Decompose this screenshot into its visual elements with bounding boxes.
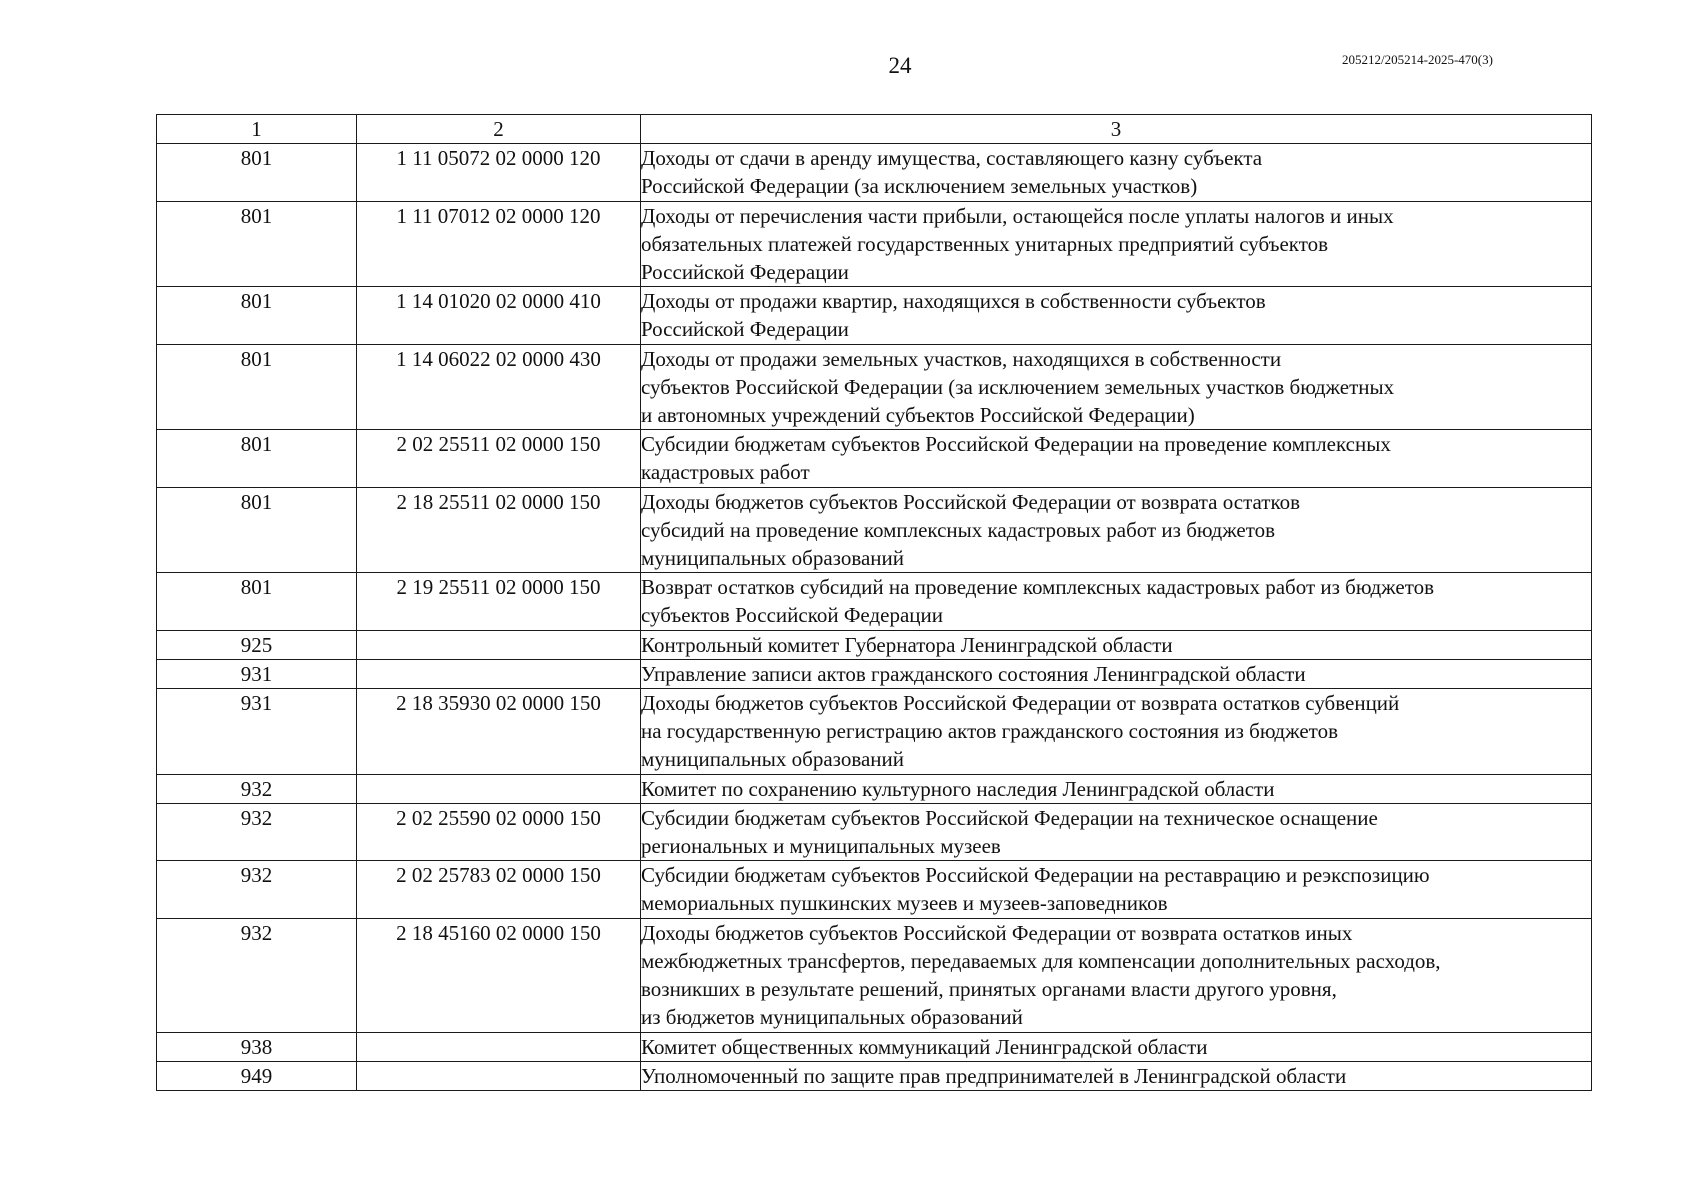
budget-classification-code-cell	[357, 659, 641, 688]
description-line: Российской Федерации (за исключением земельных участков)	[641, 174, 1198, 199]
description-line: Субсидии бюджетам субъектов Российской Федерации на проведение комплексных	[641, 432, 1391, 457]
description-line: Доходы от продажи земельных участков, находящихся в собственности	[641, 346, 1282, 371]
description-line: субъектов Российской Федерации	[641, 603, 944, 628]
admin-code-cell: 801	[157, 573, 357, 630]
description-cell	[641, 144, 1592, 201]
budget-classification-code-cell: 2 02 25783 02 0000 150	[357, 861, 641, 918]
description-cell	[641, 689, 1592, 775]
budget-classification-code-cell: 2 18 45160 02 0000 150	[357, 918, 641, 1032]
description-cell	[641, 659, 1592, 688]
table-row	[157, 487, 1592, 573]
budget-classification-code-cell: 2 02 25511 02 0000 150	[357, 430, 641, 487]
description-line: мемориальных пушкинских музеев и музеев-заповедников	[641, 891, 1168, 916]
budget-classification-code-cell: 2 02 25590 02 0000 150	[357, 803, 641, 860]
description-line: Комитет по сохранению культурного наследия Ленинградской области	[641, 776, 1275, 801]
header-cell-col-3: 3	[641, 115, 1592, 144]
budget-classification-code-cell	[357, 630, 641, 659]
budget-classification-code-cell	[357, 1032, 641, 1061]
budget-classification-code-cell: 1 11 05072 02 0000 120	[357, 144, 641, 201]
description-line: Контрольный комитет Губернатора Ленинградской области	[641, 632, 1173, 657]
description-cell	[641, 630, 1592, 659]
table-row	[157, 573, 1592, 630]
table-row	[157, 659, 1592, 688]
budget-classification-code-cell: 2 18 35930 02 0000 150	[357, 689, 641, 775]
admin-code-cell: 801	[157, 344, 357, 430]
description-line: Российской Федерации	[641, 317, 849, 342]
document-id: 205212/205214-2025-470(3)	[1342, 52, 1493, 67]
description-line: Доходы от продажи квартир, находящихся в собственности субъектов	[641, 289, 1266, 314]
description-line: субсидий на проведение комплексных кадастровых работ из бюджетов	[641, 517, 1276, 542]
budget-classification-code-cell: 2 19 25511 02 0000 150	[357, 573, 641, 630]
budget-classification-code-cell: 1 14 06022 02 0000 430	[357, 344, 641, 430]
table-row	[157, 201, 1592, 287]
table-row	[157, 344, 1592, 430]
description-line: Уполномоченный по защите прав предпринимателей в Ленинградской области	[641, 1063, 1347, 1088]
description-line: Субсидии бюджетам субъектов Российской Федерации на реставрацию и реэкспозицию	[641, 863, 1430, 888]
description-cell	[641, 201, 1592, 287]
description-cell	[641, 573, 1592, 630]
table-row	[157, 774, 1592, 803]
description-line: муниципальных образований	[641, 546, 904, 571]
description-line: Субсидии бюджетам субъектов Российской Федерации на техническое оснащение	[641, 805, 1378, 830]
admin-code-cell: 801	[157, 144, 357, 201]
table-row	[157, 630, 1592, 659]
description-line: субъектов Российской Федерации (за исключением земельных участков бюджетных	[641, 374, 1395, 399]
description-cell	[641, 1032, 1592, 1061]
table-row	[157, 287, 1592, 344]
description-line: Российской Федерации	[641, 260, 849, 285]
description-line: Доходы от перечисления части прибыли, остающейся после уплаты налогов и иных	[641, 203, 1394, 228]
admin-code-cell: 932	[157, 918, 357, 1032]
description-cell	[641, 1061, 1592, 1090]
description-line: Доходы бюджетов субъектов Российской Федерации от возврата остатков субвенций	[641, 691, 1400, 716]
description-line: межбюджетных трансфертов, передаваемых для компенсации дополнительных расходов,	[641, 948, 1441, 973]
page-number: 24	[888, 53, 912, 78]
budget-classification-code-cell: 1 11 07012 02 0000 120	[357, 201, 641, 287]
budget-classification-code-cell	[357, 774, 641, 803]
description-cell	[641, 287, 1592, 344]
admin-code-cell: 931	[157, 689, 357, 775]
description-cell	[641, 774, 1592, 803]
table-row	[157, 918, 1592, 1032]
description-cell	[641, 344, 1592, 430]
budget-classification-code-cell: 2 18 25511 02 0000 150	[357, 487, 641, 573]
admin-code-cell: 925	[157, 630, 357, 659]
description-cell	[641, 430, 1592, 487]
description-line: из бюджетов муниципальных образований	[641, 1005, 1023, 1030]
table-row	[157, 689, 1592, 775]
admin-code-cell: 932	[157, 803, 357, 860]
admin-code-cell: 801	[157, 430, 357, 487]
table-row	[157, 144, 1592, 201]
description-line: и автономных учреждений субъектов Российской Федерации)	[641, 403, 1195, 428]
table-header-row	[157, 115, 1592, 144]
table-row	[157, 803, 1592, 860]
admin-code-cell: 801	[157, 287, 357, 344]
table-row	[157, 1061, 1592, 1090]
admin-code-cell: 938	[157, 1032, 357, 1061]
description-cell	[641, 803, 1592, 860]
description-line: кадастровых работ	[641, 460, 810, 485]
description-line: Управление записи актов гражданского состояния Ленинградской области	[641, 661, 1306, 686]
budget-classification-code-cell	[357, 1061, 641, 1090]
description-cell	[641, 918, 1592, 1032]
description-line: Доходы от сдачи в аренду имущества, составляющего казну субъекта	[641, 146, 1263, 171]
description-line: Возврат остатков субсидий на проведение комплексных кадастровых работ из бюджетов	[641, 575, 1435, 600]
description-line: Доходы бюджетов субъектов Российской Федерации от возврата остатков	[641, 489, 1301, 514]
admin-code-cell: 949	[157, 1061, 357, 1090]
budget-classification-code-cell: 1 14 01020 02 0000 410	[357, 287, 641, 344]
description-line: муниципальных образований	[641, 747, 904, 772]
description-line: обязательных платежей государственных унитарных предприятий субъектов	[641, 231, 1329, 256]
table-row	[157, 1032, 1592, 1061]
description-line: региональных и муниципальных музеев	[641, 834, 1001, 859]
header-cell-col-1: 1	[157, 115, 357, 144]
admin-code-cell: 931	[157, 659, 357, 688]
description-cell	[641, 487, 1592, 573]
admin-code-cell: 801	[157, 487, 357, 573]
description-line: Доходы бюджетов субъектов Российской Федерации от возврата остатков иных	[641, 920, 1353, 945]
description-cell	[641, 861, 1592, 918]
admin-code-cell: 932	[157, 774, 357, 803]
description-line: на государственную регистрацию актов гражданского состояния из бюджетов	[641, 719, 1338, 744]
admin-code-cell: 801	[157, 201, 357, 287]
table-row	[157, 861, 1592, 918]
admin-code-cell: 932	[157, 861, 357, 918]
table-body	[157, 115, 1592, 1091]
description-line: Комитет общественных коммуникаций Ленинградской области	[641, 1034, 1208, 1059]
table-row	[157, 430, 1592, 487]
revenue-classification-table	[156, 114, 1592, 1091]
header-cell-col-2: 2	[357, 115, 641, 144]
description-line: возникших в результате решений, принятых органами власти другого уровня,	[641, 977, 1337, 1002]
